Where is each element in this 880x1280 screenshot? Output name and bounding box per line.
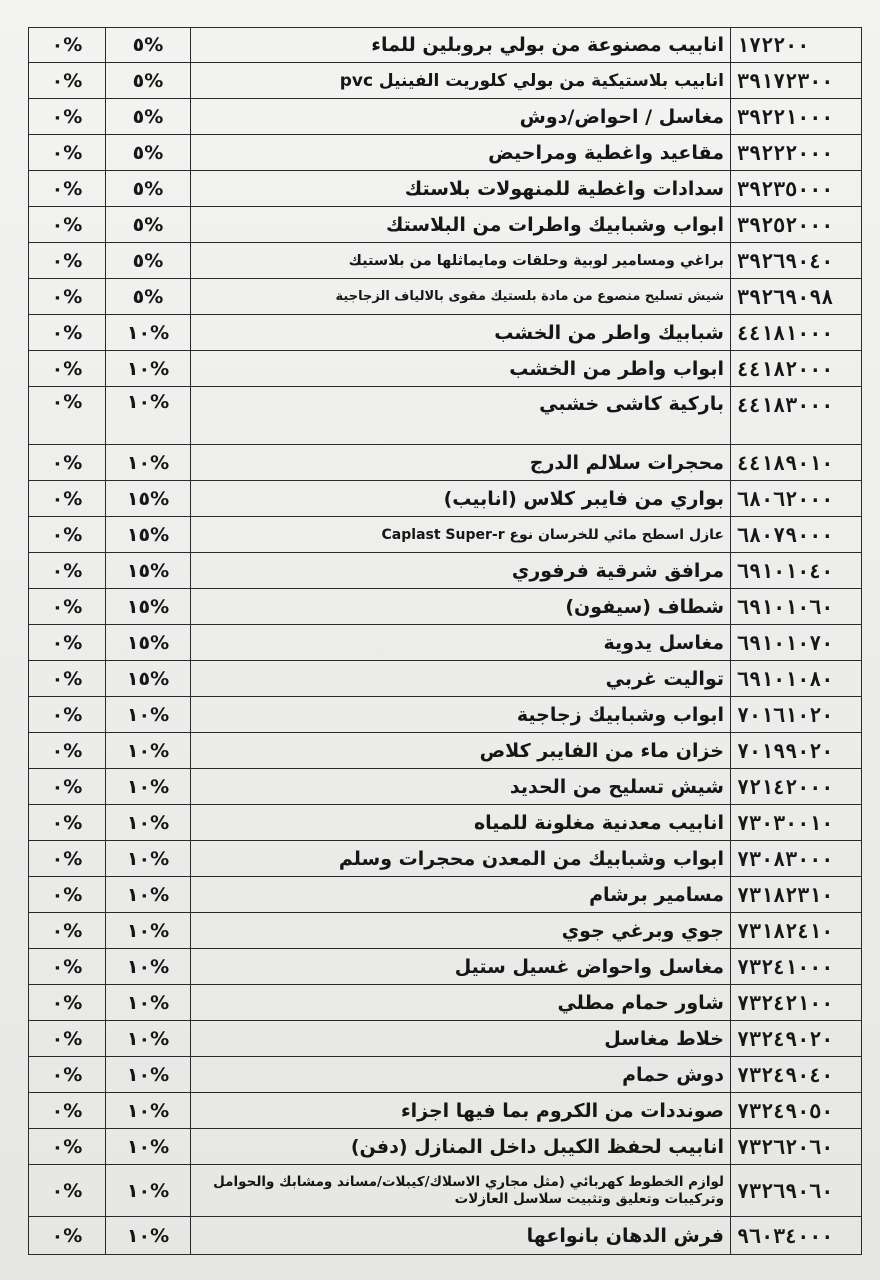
secondary-rate: %٠ bbox=[29, 1165, 106, 1217]
table-row bbox=[29, 445, 862, 481]
duty-rate: %١٥ bbox=[106, 661, 191, 697]
hs-code: ٣٩٢٢١٠٠٠ bbox=[731, 99, 862, 135]
table-row bbox=[29, 351, 862, 387]
table-row bbox=[29, 135, 862, 171]
duty-rate: %٥ bbox=[106, 171, 191, 207]
secondary-rate: %٠ bbox=[29, 351, 106, 387]
item-description: ابواب واطر من الخشب bbox=[191, 351, 731, 387]
hs-code: ٧٠١٦١٠٢٠ bbox=[731, 697, 862, 733]
table-row bbox=[29, 733, 862, 769]
hs-code: ٧٣٢٤٢١٠٠ bbox=[731, 985, 862, 1021]
secondary-rate: %٠ bbox=[29, 589, 106, 625]
tariff-table-body bbox=[29, 28, 862, 1255]
hs-code: ٧٣٢٤٩٠٥٠ bbox=[731, 1093, 862, 1129]
duty-rate: %١٥ bbox=[106, 625, 191, 661]
table-row bbox=[29, 661, 862, 697]
duty-rate: %٥ bbox=[106, 243, 191, 279]
table-row bbox=[29, 805, 862, 841]
hs-code: ٧٣٢٤١٠٠٠ bbox=[731, 949, 862, 985]
duty-rate: %١٠ bbox=[106, 733, 191, 769]
duty-rate: %١٥ bbox=[106, 553, 191, 589]
table-row bbox=[29, 387, 862, 445]
item-description: مغاسل يدوية bbox=[191, 625, 731, 661]
hs-code: ٣٩٢٦٩٠٩٨ bbox=[731, 279, 862, 315]
secondary-rate: %٠ bbox=[29, 625, 106, 661]
item-description: دوش حمام bbox=[191, 1057, 731, 1093]
secondary-rate: %٠ bbox=[29, 697, 106, 733]
table-row bbox=[29, 697, 862, 733]
secondary-rate: %٠ bbox=[29, 1021, 106, 1057]
hs-code: ٧٢١٤٢٠٠٠ bbox=[731, 769, 862, 805]
hs-code: ٣٩٢٥٢٠٠٠ bbox=[731, 207, 862, 243]
item-description: باركية كاشى خشبي bbox=[191, 387, 731, 445]
table-row bbox=[29, 28, 862, 63]
hs-code: ٧٣٢٤٩٠٢٠ bbox=[731, 1021, 862, 1057]
item-description: مغاسل / احواض/دوش bbox=[191, 99, 731, 135]
item-description: تواليت غربي bbox=[191, 661, 731, 697]
item-description: شيش تسليح منصوع من مادة بلستيك مقوى بالالياف الزجاجية bbox=[191, 279, 731, 315]
tariff-table bbox=[28, 27, 862, 1255]
duty-rate: %١٠ bbox=[106, 1021, 191, 1057]
duty-rate: %٥ bbox=[106, 279, 191, 315]
table-row bbox=[29, 949, 862, 985]
table-row bbox=[29, 63, 862, 99]
duty-rate: %١٠ bbox=[106, 985, 191, 1021]
item-description: انابيب بلاستيكية من بولي كلوريت الفينيل pvc bbox=[191, 63, 731, 99]
table-row bbox=[29, 517, 862, 553]
secondary-rate: %٠ bbox=[29, 207, 106, 243]
hs-code: ٤٤١٨٢٠٠٠ bbox=[731, 351, 862, 387]
item-description: سدادات واغطية للمنهولات بلاستك bbox=[191, 171, 731, 207]
table-row bbox=[29, 279, 862, 315]
hs-code: ٧٣١٨٢٤١٠ bbox=[731, 913, 862, 949]
hs-code: ٤٤١٨٩٠١٠ bbox=[731, 445, 862, 481]
secondary-rate: %٠ bbox=[29, 985, 106, 1021]
secondary-rate: %٠ bbox=[29, 877, 106, 913]
hs-code: ٧٠١٩٩٠٢٠ bbox=[731, 733, 862, 769]
secondary-rate: %٠ bbox=[29, 517, 106, 553]
secondary-rate: %٠ bbox=[29, 63, 106, 99]
secondary-rate: %٠ bbox=[29, 481, 106, 517]
secondary-rate: %٠ bbox=[29, 279, 106, 315]
hs-code: ٧٣٠٣٠٠١٠ bbox=[731, 805, 862, 841]
hs-code: ٦٨٠٦٢٠٠٠ bbox=[731, 481, 862, 517]
duty-rate: %١٠ bbox=[106, 697, 191, 733]
item-description: جوي وبرغي جوي bbox=[191, 913, 731, 949]
table-row bbox=[29, 1057, 862, 1093]
item-description: صونددات من الكروم بما فيها اجزاء bbox=[191, 1093, 731, 1129]
secondary-rate: %٠ bbox=[29, 1057, 106, 1093]
duty-rate: %١٠ bbox=[106, 913, 191, 949]
secondary-rate: %٠ bbox=[29, 1129, 106, 1165]
item-description: انابيب مصنوعة من بولي بروبلين للماء bbox=[191, 28, 731, 63]
secondary-rate: %٠ bbox=[29, 1217, 106, 1255]
item-description: ابواب وشبابيك زجاجية bbox=[191, 697, 731, 733]
hs-code: ٤٤١٨١٠٠٠ bbox=[731, 315, 862, 351]
duty-rate: %٥ bbox=[106, 63, 191, 99]
item-description: مسامير برشام bbox=[191, 877, 731, 913]
item-description: شبابيك واطر من الخشب bbox=[191, 315, 731, 351]
secondary-rate: %٠ bbox=[29, 171, 106, 207]
hs-code: ٦٩١٠١٠٤٠ bbox=[731, 553, 862, 589]
duty-rate: %١٠ bbox=[106, 351, 191, 387]
secondary-rate: %٠ bbox=[29, 841, 106, 877]
secondary-rate: %٠ bbox=[29, 387, 106, 445]
secondary-rate: %٠ bbox=[29, 28, 106, 63]
duty-rate: %١٠ bbox=[106, 877, 191, 913]
hs-code: ١٧٢٢٠٠ bbox=[731, 28, 862, 63]
hs-code: ٧٣٢٦٩٠٦٠ bbox=[731, 1165, 862, 1217]
item-description: مقاعيد واغطية ومراحيض bbox=[191, 135, 731, 171]
table-row bbox=[29, 171, 862, 207]
table-row bbox=[29, 99, 862, 135]
hs-code: ٧٣٢٦٢٠٦٠ bbox=[731, 1129, 862, 1165]
duty-rate: %٥ bbox=[106, 28, 191, 63]
secondary-rate: %٠ bbox=[29, 661, 106, 697]
duty-rate: %١٠ bbox=[106, 387, 191, 445]
secondary-rate: %٠ bbox=[29, 913, 106, 949]
hs-code: ٩٦٠٣٤٠٠٠ bbox=[731, 1217, 862, 1255]
duty-rate: %١٠ bbox=[106, 1165, 191, 1217]
table-row bbox=[29, 985, 862, 1021]
item-description: فرش الدهان بانواعها bbox=[191, 1217, 731, 1255]
duty-rate: %١٥ bbox=[106, 481, 191, 517]
table-row bbox=[29, 769, 862, 805]
hs-code: ٣٩٢٢٢٠٠٠ bbox=[731, 135, 862, 171]
table-row bbox=[29, 243, 862, 279]
secondary-rate: %٠ bbox=[29, 733, 106, 769]
duty-rate: %١٠ bbox=[106, 949, 191, 985]
duty-rate: %٥ bbox=[106, 135, 191, 171]
table-row bbox=[29, 841, 862, 877]
table-row bbox=[29, 589, 862, 625]
item-description: براغي ومسامير لوبية وحلقات ومايماثلها من بلاستيك bbox=[191, 243, 731, 279]
item-description: خلاط مغاسل bbox=[191, 1021, 731, 1057]
hs-code: ٣٩٢٦٩٠٤٠ bbox=[731, 243, 862, 279]
duty-rate: %١٠ bbox=[106, 1217, 191, 1255]
duty-rate: %١٥ bbox=[106, 517, 191, 553]
item-description: شيش تسليح من الحديد bbox=[191, 769, 731, 805]
duty-rate: %١٠ bbox=[106, 1093, 191, 1129]
item-description: مرافق شرقية فرفوري bbox=[191, 553, 731, 589]
table-row bbox=[29, 1021, 862, 1057]
secondary-rate: %٠ bbox=[29, 553, 106, 589]
table-row bbox=[29, 315, 862, 351]
table-row bbox=[29, 207, 862, 243]
table-row bbox=[29, 1129, 862, 1165]
item-description: عازل اسطح مائي للخرسان نوع Caplast Super-r bbox=[191, 517, 731, 553]
duty-rate: %٥ bbox=[106, 99, 191, 135]
table-row bbox=[29, 625, 862, 661]
item-description: خزان ماء من الفايبر كلاص bbox=[191, 733, 731, 769]
table-row bbox=[29, 877, 862, 913]
item-description: لوازم الخطوط كهربائي (مثل مجاري الاسلاك/كيبلات/مساند ومشابك والحوامل وتركيبات وتعليق وتثبيت سلاسل العازلات bbox=[191, 1165, 731, 1217]
table-row bbox=[29, 913, 862, 949]
item-description: شطاف (سيفون) bbox=[191, 589, 731, 625]
hs-code: ٦٩١٠١٠٧٠ bbox=[731, 625, 862, 661]
item-description: ابواب وشبابيك واطرات من البلاستك bbox=[191, 207, 731, 243]
table-row bbox=[29, 553, 862, 589]
item-description: بواري من فايبر كلاس (انابيب) bbox=[191, 481, 731, 517]
item-description: ابواب وشبابيك من المعدن محجرات وسلم bbox=[191, 841, 731, 877]
table-row bbox=[29, 1165, 862, 1217]
duty-rate: %١٠ bbox=[106, 1129, 191, 1165]
hs-code: ٣٩٢٣٥٠٠٠ bbox=[731, 171, 862, 207]
item-description: مغاسل واحواض غسيل ستيل bbox=[191, 949, 731, 985]
table-row bbox=[29, 481, 862, 517]
item-description: انابيب معدنية مغلونة للمياه bbox=[191, 805, 731, 841]
secondary-rate: %٠ bbox=[29, 805, 106, 841]
secondary-rate: %٠ bbox=[29, 949, 106, 985]
table-row bbox=[29, 1093, 862, 1129]
secondary-rate: %٠ bbox=[29, 99, 106, 135]
table-row bbox=[29, 1217, 862, 1255]
secondary-rate: %٠ bbox=[29, 1093, 106, 1129]
hs-code: ٦٨٠٧٩٠٠٠ bbox=[731, 517, 862, 553]
secondary-rate: %٠ bbox=[29, 315, 106, 351]
duty-rate: %١٠ bbox=[106, 1057, 191, 1093]
duty-rate: %١٠ bbox=[106, 315, 191, 351]
item-description: انابيب لحفظ الكيبل داخل المنازل (دفن) bbox=[191, 1129, 731, 1165]
item-description: شاور حمام مطلي bbox=[191, 985, 731, 1021]
hs-code: ٧٣٢٤٩٠٤٠ bbox=[731, 1057, 862, 1093]
secondary-rate: %٠ bbox=[29, 135, 106, 171]
duty-rate: %١٠ bbox=[106, 769, 191, 805]
item-description: محجرات سلالم الدرج bbox=[191, 445, 731, 481]
secondary-rate: %٠ bbox=[29, 445, 106, 481]
duty-rate: %١٠ bbox=[106, 805, 191, 841]
hs-code: ٤٤١٨٣٠٠٠ bbox=[731, 387, 862, 445]
hs-code: ٦٩١٠١٠٨٠ bbox=[731, 661, 862, 697]
duty-rate: %١٠ bbox=[106, 445, 191, 481]
hs-code: ٦٩١٠١٠٦٠ bbox=[731, 589, 862, 625]
secondary-rate: %٠ bbox=[29, 243, 106, 279]
duty-rate: %١٠ bbox=[106, 841, 191, 877]
hs-code: ٧٣١٨٢٣١٠ bbox=[731, 877, 862, 913]
hs-code: ٣٩١٧٢٣٠٠ bbox=[731, 63, 862, 99]
duty-rate: %١٥ bbox=[106, 589, 191, 625]
secondary-rate: %٠ bbox=[29, 769, 106, 805]
hs-code: ٧٣٠٨٣٠٠٠ bbox=[731, 841, 862, 877]
duty-rate: %٥ bbox=[106, 207, 191, 243]
